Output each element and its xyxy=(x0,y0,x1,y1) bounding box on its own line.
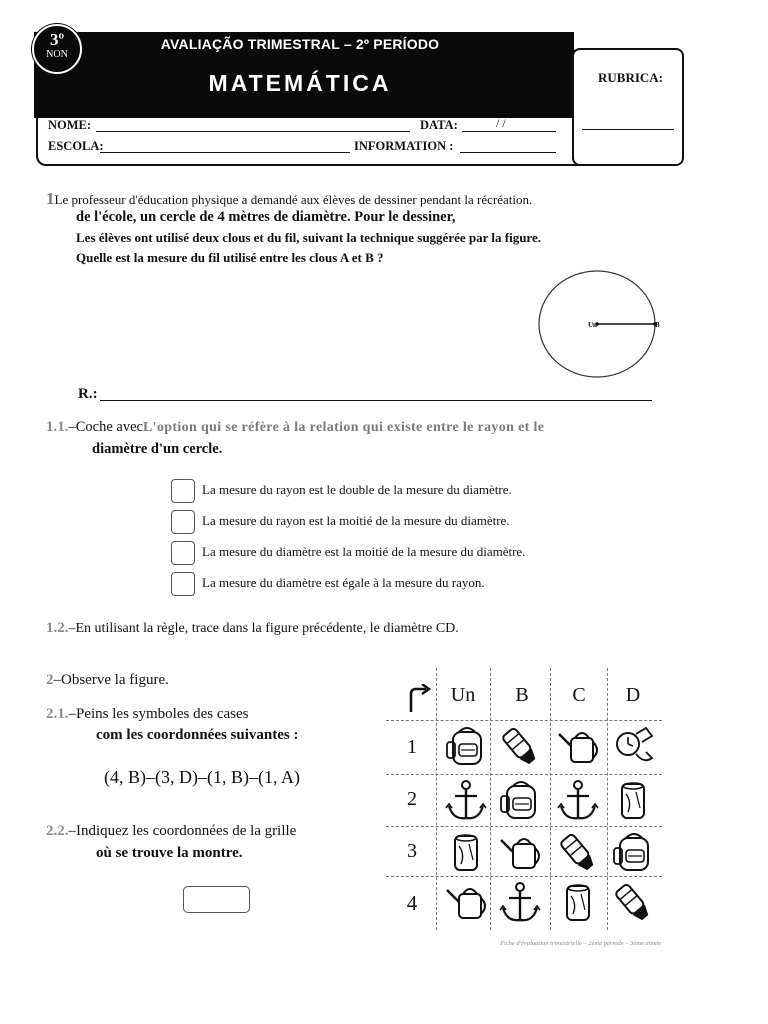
q2-2-line1: 2.2.–Indiquez les coordonnées de la grille xyxy=(46,823,297,839)
information-field[interactable] xyxy=(460,138,556,153)
option-1-label: La mesure du rayon est le double de la mesure du diamètre. xyxy=(202,482,512,497)
escola-label: ESCOLA: xyxy=(48,139,104,153)
q2-2-line2: où se trouve la montre. xyxy=(96,845,243,861)
backpack-icon[interactable] xyxy=(497,778,543,824)
bottle-icon[interactable] xyxy=(497,724,543,770)
circle-label-a: Un xyxy=(588,321,597,329)
q1-1-number: 1.1. xyxy=(46,419,69,435)
q2-number: 2 xyxy=(46,672,54,688)
bottle-icon[interactable] xyxy=(555,830,601,876)
information-label: INFORMATION : xyxy=(354,139,454,153)
q1-2-number: 1.2. xyxy=(46,620,69,636)
q2-1-line1: 2.1.–Peins les symboles des cases xyxy=(46,706,249,722)
answer-line[interactable] xyxy=(100,400,652,401)
q1-2-line: 1.2.–En utilisant la règle, trace dans la figure précédente, le diamètre CD. xyxy=(46,620,459,636)
option-4-checkbox[interactable] xyxy=(171,572,195,596)
q2-2-number: 2.2. xyxy=(46,823,69,839)
option-4-label: La mesure du diamètre est égale à la mesure du rayon. xyxy=(202,575,485,590)
q2-1-coordinates: (4, B)–(3, D)–(1, B)–(1, A) xyxy=(104,767,300,787)
grid-vline xyxy=(550,668,551,930)
backpack-icon[interactable] xyxy=(610,830,656,876)
watering-can-icon[interactable] xyxy=(443,880,489,926)
watering-can-icon[interactable] xyxy=(497,830,543,876)
q2-1-line2: com les coordonnées suivantes : xyxy=(96,727,299,743)
q1-line1: 1Le professeur d'éducation physique a demandé aux élèves de dessiner pendant la récréation. xyxy=(46,189,533,208)
grid-hline xyxy=(386,720,662,721)
subject-title: MATEMÁTICA xyxy=(208,70,392,96)
grid-hline xyxy=(386,774,662,775)
q1-line3: Les élèves ont utilisé deux clous et du fil, suivant la technique suggérée par la figure. xyxy=(76,230,541,245)
rubrica-signature-line[interactable] xyxy=(582,129,674,130)
q1-1-line2: diamètre d'un cercle. xyxy=(92,441,223,457)
option-3-checkbox[interactable] xyxy=(171,541,195,565)
turn-arrow-icon xyxy=(406,684,432,714)
option-3-label: La mesure du diamètre est la moitié de la mesure du diamètre. xyxy=(202,544,526,559)
data-label: DATA: xyxy=(420,118,458,132)
evaluation-title: AVALIAÇÃO TRIMESTRAL – 2º PERÍODO xyxy=(160,36,440,52)
q2-1-number: 2.1. xyxy=(46,706,69,722)
anchor-icon[interactable] xyxy=(443,778,489,824)
row-label-4: 4 xyxy=(406,891,418,915)
col-label-b: B xyxy=(515,684,529,706)
watering-can-icon[interactable] xyxy=(555,724,601,770)
watch-icon[interactable] xyxy=(610,724,656,770)
col-label-d: D xyxy=(625,684,641,706)
footer-note: Fiche d'évaluation trimestrielle – 2ème période – 3ème année xyxy=(500,940,661,947)
bottle-icon[interactable] xyxy=(610,880,656,926)
can-icon[interactable] xyxy=(610,778,656,824)
grid-hline xyxy=(386,876,662,877)
grade-number: 3º xyxy=(49,30,65,49)
row-label-2: 2 xyxy=(407,788,417,810)
option-1-checkbox[interactable] xyxy=(171,479,195,503)
circle-figure xyxy=(536,268,660,380)
nome-field[interactable] xyxy=(96,117,410,132)
grid-vline xyxy=(436,668,437,930)
grid-vline xyxy=(607,668,608,930)
circle-label-b: B xyxy=(655,321,660,329)
q1-number: 1 xyxy=(46,189,55,208)
q1-line2: de l'école, un cercle de 4 mètres de diamètre. Pour le dessiner, xyxy=(76,209,456,225)
backpack-icon[interactable] xyxy=(443,724,489,770)
escola-field[interactable] xyxy=(100,138,350,153)
col-label-a: Un xyxy=(450,684,476,706)
data-slashes: / / xyxy=(496,116,506,130)
data-field[interactable] xyxy=(462,117,556,132)
rubrica-box xyxy=(572,48,684,166)
option-2-label: La mesure du rayon est la moitié de la mesure du diamètre. xyxy=(202,513,510,528)
col-label-c: C xyxy=(572,684,586,706)
answer-label: R.: xyxy=(78,386,98,402)
coordinate-grid xyxy=(386,668,662,930)
nome-label: NOME: xyxy=(48,118,92,132)
anchor-icon[interactable] xyxy=(497,880,543,926)
option-2-checkbox[interactable] xyxy=(171,510,195,534)
grade-sub: NON xyxy=(46,49,68,60)
q2-2-answer-box[interactable] xyxy=(183,886,250,913)
row-label-3: 3 xyxy=(407,840,417,862)
grid-hline xyxy=(386,826,662,827)
can-icon[interactable] xyxy=(555,880,601,926)
q1-1-line1: 1.1.–Coche avecL'option qui se réfère à la relation qui existe entre le rayon et le xyxy=(46,419,545,435)
grade-badge xyxy=(32,24,82,74)
q1-line4: Quelle est la mesure du fil utilisé entre les clous A et B ? xyxy=(76,250,384,265)
anchor-icon[interactable] xyxy=(555,778,601,824)
can-icon[interactable] xyxy=(443,830,489,876)
grid-vline xyxy=(490,668,491,930)
rubrica-label: RUBRICA: xyxy=(598,70,663,85)
row-label-1: 1 xyxy=(407,736,417,758)
q2-line: 2–Observe la figure. xyxy=(46,672,169,688)
